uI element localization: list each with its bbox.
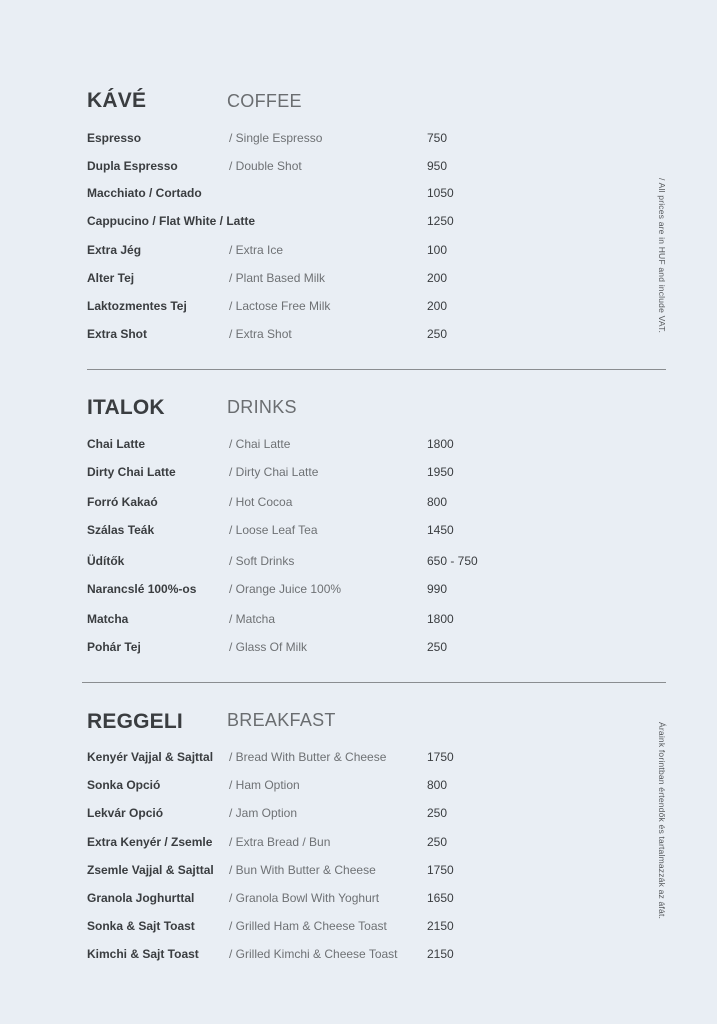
item-name-en: / Bread With Butter & Cheese <box>229 750 387 764</box>
menu-item <box>0 919 717 939</box>
section-subtitle: COFFEE <box>227 91 302 111</box>
item-name-hu: Extra Kenyér / Zsemle <box>87 835 213 849</box>
item-price: 650 - 750 <box>427 554 478 568</box>
item-name-hu: Macchiato / Cortado <box>87 186 202 200</box>
item-name-en: / Extra Shot <box>229 327 292 341</box>
section-title: ITALOK <box>87 396 165 419</box>
menu-item <box>0 835 717 855</box>
item-name-en: / Double Shot <box>229 159 302 173</box>
item-name-hu: Sonka & Sajt Toast <box>87 919 195 933</box>
menu-item <box>0 750 717 770</box>
menu-item <box>0 523 717 543</box>
menu-item <box>0 891 717 911</box>
section-title: REGGELI <box>87 710 183 733</box>
item-name-en: / Ham Option <box>229 778 300 792</box>
menu-item <box>0 863 717 883</box>
item-price: 800 <box>427 778 448 792</box>
item-name-en: / Bun With Butter & Cheese <box>229 863 376 877</box>
menu-item <box>0 131 717 151</box>
item-price: 250 <box>427 327 448 341</box>
menu-item <box>0 465 717 485</box>
item-name-hu: Granola Joghurttal <box>87 891 195 905</box>
vat-note-hu: Áraink forintban értendők és tartalmazzák az áfát. <box>657 722 667 920</box>
menu-item <box>0 554 717 574</box>
item-price: 2150 <box>427 919 454 933</box>
vat-note-en: / All prices are in HUF and include VAT. <box>657 178 667 334</box>
item-name-en: / Chai Latte <box>229 437 291 451</box>
item-name-hu: Cappucino / Flat White / Latte <box>87 214 255 228</box>
item-name-hu: Chai Latte <box>87 437 146 451</box>
item-name-hu: Extra Shot <box>87 327 148 341</box>
item-price: 1050 <box>427 186 454 200</box>
section-divider <box>87 369 666 370</box>
menu-item <box>0 243 717 263</box>
item-name-en: / Matcha <box>229 612 276 626</box>
menu-item <box>0 271 717 291</box>
section-title: KÁVÉ <box>87 89 147 112</box>
item-name-en: / Loose Leaf Tea <box>229 523 318 537</box>
item-price: 250 <box>427 640 448 654</box>
item-price: 750 <box>427 131 448 145</box>
item-price: 1950 <box>427 465 454 479</box>
item-price: 1750 <box>427 750 454 764</box>
item-name-hu: Alter Tej <box>87 271 135 285</box>
item-price: 1800 <box>427 612 454 626</box>
item-name-en: / Orange Juice 100% <box>229 582 342 596</box>
item-name-en: / Extra Bread / Bun <box>229 835 331 849</box>
section-subtitle: DRINKS <box>227 397 297 417</box>
item-price: 1800 <box>427 437 454 451</box>
section-divider <box>82 682 666 683</box>
item-name-hu: Espresso <box>87 131 142 145</box>
item-price: 100 <box>427 243 448 257</box>
item-name-en: / Lactose Free Milk <box>229 299 331 313</box>
item-price: 1450 <box>427 523 454 537</box>
item-name-hu: Sonka Opció <box>87 778 161 792</box>
menu-item <box>0 159 717 179</box>
menu-item <box>0 299 717 319</box>
item-name-en: / Granola Bowl With Yoghurt <box>229 891 380 905</box>
menu-item <box>0 778 717 798</box>
item-name-hu: Üdítők <box>87 554 125 568</box>
item-name-en: / Dirty Chai Latte <box>229 465 319 479</box>
item-name-en: / Single Espresso <box>229 131 323 145</box>
item-price: 950 <box>427 159 448 173</box>
item-name-hu: Szálas Teák <box>87 523 155 537</box>
item-name-hu: Forró Kakaó <box>87 495 158 509</box>
menu-item <box>0 582 717 602</box>
menu-item <box>0 947 717 967</box>
item-name-hu: Narancslé 100%-os <box>87 582 197 596</box>
item-name-hu: Matcha <box>87 612 129 626</box>
menu-item <box>0 327 717 347</box>
item-name-en: / Extra Ice <box>229 243 284 257</box>
menu-item <box>0 806 717 826</box>
item-price: 1250 <box>427 214 454 228</box>
menu-item <box>0 640 717 660</box>
item-price: 2150 <box>427 947 454 961</box>
item-name-hu: Lekvár Opció <box>87 806 164 820</box>
item-name-hu: Zsemle Vajjal & Sajttal <box>87 863 214 877</box>
item-name-en: / Grilled Ham & Cheese Toast <box>229 919 387 933</box>
item-name-en: / Glass Of Milk <box>229 640 308 654</box>
item-price: 800 <box>427 495 448 509</box>
item-price: 200 <box>427 299 448 313</box>
item-name-hu: Kimchi & Sajt Toast <box>87 947 199 961</box>
item-price: 1750 <box>427 863 454 877</box>
item-name-en: / Grilled Kimchi & Cheese Toast <box>229 947 398 961</box>
menu-item <box>0 612 717 632</box>
item-name-en: / Soft Drinks <box>229 554 295 568</box>
item-price: 1650 <box>427 891 454 905</box>
menu-item <box>0 214 717 234</box>
item-price: 990 <box>427 582 448 596</box>
item-price: 200 <box>427 271 448 285</box>
item-name-hu: Extra Jég <box>87 243 142 257</box>
item-price: 250 <box>427 806 448 820</box>
menu-item <box>0 495 717 515</box>
section-subtitle: BREAKFAST <box>227 710 336 730</box>
item-price: 250 <box>427 835 448 849</box>
item-name-en: / Plant Based Milk <box>229 271 326 285</box>
item-name-en: / Jam Option <box>229 806 298 820</box>
menu-item <box>0 437 717 457</box>
item-name-hu: Kenyér Vajjal & Sajttal <box>87 750 214 764</box>
item-name-en: / Hot Cocoa <box>229 495 293 509</box>
item-name-hu: Dirty Chai Latte <box>87 465 176 479</box>
item-name-hu: Laktozmentes Tej <box>87 299 187 313</box>
item-name-hu: Dupla Espresso <box>87 159 178 173</box>
item-name-hu: Pohár Tej <box>87 640 141 654</box>
menu-item <box>0 186 717 206</box>
